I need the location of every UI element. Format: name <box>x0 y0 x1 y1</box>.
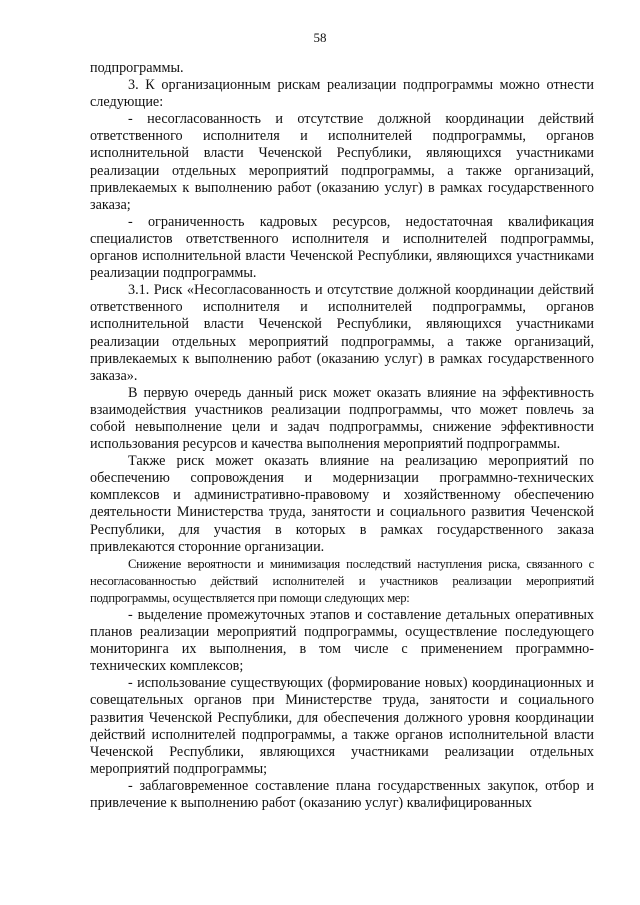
body-text <box>90 60 594 812</box>
paragraph-1: подпрограммы. <box>90 60 184 76</box>
paragraph-11: - заблаговременное составление плана государственных закупок, отбор и привлечение к выполнению работ (оказанию услуг) квалифицированных <box>90 777 594 812</box>
paragraph-10: - использование существующих (формирование новых) координационных и совещательных органов при Министерстве труда, занятости и социального развития Чеченской Республики, для обеспечения должного уровня координации действий исполнителей подпрограммы, а также органов исполнительной власти Чеченской Республики, являющихся участниками реализации отдельных мероприятий подпрограммы; <box>90 675 594 777</box>
paragraph-4: - ограниченность кадровых ресурсов, недостаточная квалификация специалистов ответственного исполнителя и исполнителей подпрограммы, органов исполнительной власти Чеченской Республики, являющихся участниками реализации подпрограммы. <box>90 213 594 282</box>
paragraph-8: Снижение вероятности и минимизация последствий наступления риска, связанного с несогласованностью действий исполнителей и участников реализации мероприятий подпрограммы, осуществляется при помощи следующих мер: <box>90 556 594 605</box>
page-number: 58 <box>313 30 327 45</box>
paragraph-9: - выделение промежуточных этапов и составление детальных оперативных планов реализации мероприятий подпрограммы, осуществление последующего мониторинга их выполнения, в том числе с применением программно-технических комплексов; <box>90 607 594 675</box>
paragraph-6: В первую очередь данный риск может оказать влияние на эффективность взаимодействия участников реализации подпрограммы, что может повлечь за собой невыполнение цели и задач подпрограммы, снижение эффективности использования ресурсов и качества выполнения мероприятий подпрограммы. <box>90 384 594 453</box>
paragraph-3: - несогласованность и отсутствие должной координации действий ответственного исполнителя и исполнителей подпрограммы, органов исполнительной власти Чеченской Республики, являющихся участниками реализации отдельных мероприятий подпрограммы, а также организаций, привлекаемых к выполнению работ (оказанию услуг) в рамках государственного заказа; <box>90 111 594 213</box>
paragraph-7: Также риск может оказать влияние на реализацию мероприятий по обеспечению сопровождения и модернизации программно-технических комплексов и административно-правовому и хозяйственному обеспечению деятельности Министерства труда, занятости и социального развития Чеченской Республики, для участия в которых в рамках государственного заказа привлекаются сторонние организации. <box>90 453 594 555</box>
paragraph-5: 3.1. Риск «Несогласованность и отсутствие должной координации действий ответственного исполнителя и исполнителей подпрограммы, органов исполнительной власти Чеченской Республики, являющихся участниками реализации отдельных мероприятий подпрограммы, а также организаций, привлекаемых к выполнению работ (оказанию услуг) в рамках государственного заказа». <box>90 282 594 384</box>
paragraph-2: 3. К организационным рискам реализации подпрограммы можно отнести следующие: <box>90 77 594 111</box>
